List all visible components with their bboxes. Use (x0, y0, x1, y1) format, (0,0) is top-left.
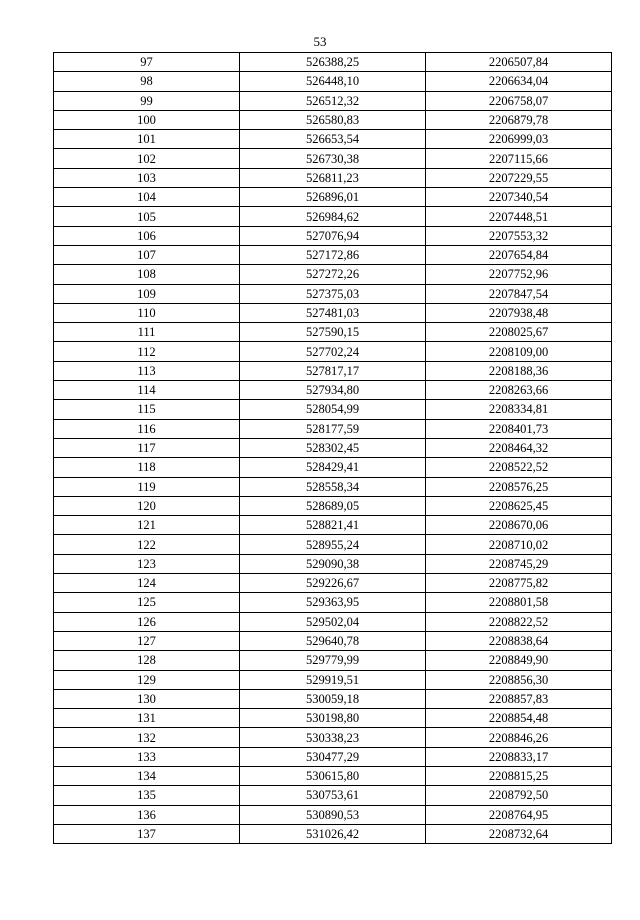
point-number-cell: 131 (54, 709, 240, 728)
point-number-cell: 113 (54, 361, 240, 380)
table-row (54, 535, 612, 554)
x-coordinate-cell: 530753,61 (240, 786, 426, 805)
point-number-cell: 119 (54, 477, 240, 496)
x-coordinate-cell: 529779,99 (240, 651, 426, 670)
x-coordinate-cell: 527272,26 (240, 265, 426, 284)
x-coordinate-cell: 528689,05 (240, 496, 426, 515)
y-coordinate-cell: 2208188,36 (426, 361, 612, 380)
point-number-cell: 109 (54, 284, 240, 303)
table-row (54, 91, 612, 110)
x-coordinate-cell: 530890,53 (240, 805, 426, 824)
y-coordinate-cell: 2207229,55 (426, 168, 612, 187)
x-coordinate-cell: 528054,99 (240, 400, 426, 419)
y-coordinate-cell: 2208846,26 (426, 728, 612, 747)
table-row (54, 477, 612, 496)
point-number-cell: 118 (54, 458, 240, 477)
x-coordinate-cell: 527817,17 (240, 361, 426, 380)
y-coordinate-cell: 2206758,07 (426, 91, 612, 110)
x-coordinate-cell: 526512,32 (240, 91, 426, 110)
y-coordinate-cell: 2208857,83 (426, 689, 612, 708)
table-row (54, 516, 612, 535)
x-coordinate-cell: 526653,54 (240, 130, 426, 149)
x-coordinate-cell: 528177,59 (240, 419, 426, 438)
table-row (54, 805, 612, 824)
y-coordinate-cell: 2208025,67 (426, 323, 612, 342)
y-coordinate-cell: 2208764,95 (426, 805, 612, 824)
y-coordinate-cell: 2208838,64 (426, 631, 612, 650)
x-coordinate-cell: 530477,29 (240, 747, 426, 766)
point-number-cell: 127 (54, 631, 240, 650)
y-coordinate-cell: 2208854,48 (426, 709, 612, 728)
table-row (54, 438, 612, 457)
point-number-cell: 106 (54, 226, 240, 245)
page-number: 53 (313, 34, 327, 49)
x-coordinate-cell: 528955,24 (240, 535, 426, 554)
table-row (54, 265, 612, 284)
y-coordinate-cell: 2207938,48 (426, 303, 612, 322)
y-coordinate-cell: 2207115,66 (426, 149, 612, 168)
coordinates-table (53, 52, 612, 844)
table-row (54, 110, 612, 129)
y-coordinate-cell: 2206634,04 (426, 72, 612, 91)
y-coordinate-cell: 2208522,52 (426, 458, 612, 477)
x-coordinate-cell: 526580,83 (240, 110, 426, 129)
y-coordinate-cell: 2208401,73 (426, 419, 612, 438)
y-coordinate-cell: 2207752,96 (426, 265, 612, 284)
y-coordinate-cell: 2208464,32 (426, 438, 612, 457)
table-row (54, 728, 612, 747)
x-coordinate-cell: 526896,01 (240, 188, 426, 207)
x-coordinate-cell: 527076,94 (240, 226, 426, 245)
point-number-cell: 98 (54, 72, 240, 91)
point-number-cell: 122 (54, 535, 240, 554)
point-number-cell: 132 (54, 728, 240, 747)
table-row (54, 709, 612, 728)
x-coordinate-cell: 530338,23 (240, 728, 426, 747)
y-coordinate-cell: 2206999,03 (426, 130, 612, 149)
x-coordinate-cell: 530615,80 (240, 766, 426, 785)
point-number-cell: 100 (54, 110, 240, 129)
x-coordinate-cell: 526448,10 (240, 72, 426, 91)
x-coordinate-cell: 529363,95 (240, 593, 426, 612)
table-row (54, 574, 612, 593)
y-coordinate-cell: 2207847,54 (426, 284, 612, 303)
point-number-cell: 134 (54, 766, 240, 785)
point-number-cell: 129 (54, 670, 240, 689)
x-coordinate-cell: 530059,18 (240, 689, 426, 708)
x-coordinate-cell: 527375,03 (240, 284, 426, 303)
table-row (54, 612, 612, 631)
table-row (54, 747, 612, 766)
x-coordinate-cell: 527590,15 (240, 323, 426, 342)
point-number-cell: 97 (54, 53, 240, 72)
x-coordinate-cell: 529502,04 (240, 612, 426, 631)
y-coordinate-cell: 2208745,29 (426, 554, 612, 573)
y-coordinate-cell: 2208792,50 (426, 786, 612, 805)
x-coordinate-cell: 528821,41 (240, 516, 426, 535)
point-number-cell: 108 (54, 265, 240, 284)
table-row (54, 419, 612, 438)
y-coordinate-cell: 2208775,82 (426, 574, 612, 593)
y-coordinate-cell: 2206507,84 (426, 53, 612, 72)
y-coordinate-cell: 2208576,25 (426, 477, 612, 496)
point-number-cell: 128 (54, 651, 240, 670)
y-coordinate-cell: 2208849,90 (426, 651, 612, 670)
y-coordinate-cell: 2208732,64 (426, 824, 612, 843)
point-number-cell: 111 (54, 323, 240, 342)
x-coordinate-cell: 530198,80 (240, 709, 426, 728)
point-number-cell: 114 (54, 381, 240, 400)
point-number-cell: 107 (54, 245, 240, 264)
x-coordinate-cell: 529226,67 (240, 574, 426, 593)
x-coordinate-cell: 527172,86 (240, 245, 426, 264)
x-coordinate-cell: 527934,80 (240, 381, 426, 400)
table-row (54, 226, 612, 245)
table-row (54, 381, 612, 400)
point-number-cell: 103 (54, 168, 240, 187)
x-coordinate-cell: 527481,03 (240, 303, 426, 322)
point-number-cell: 104 (54, 188, 240, 207)
y-coordinate-cell: 2208822,52 (426, 612, 612, 631)
table-row (54, 342, 612, 361)
table-row (54, 824, 612, 843)
table-row (54, 651, 612, 670)
point-number-cell: 137 (54, 824, 240, 843)
point-number-cell: 101 (54, 130, 240, 149)
table-row (54, 245, 612, 264)
point-number-cell: 112 (54, 342, 240, 361)
y-coordinate-cell: 2208334,81 (426, 400, 612, 419)
y-coordinate-cell: 2208833,17 (426, 747, 612, 766)
table-row (54, 689, 612, 708)
x-coordinate-cell: 526984,62 (240, 207, 426, 226)
table-row (54, 458, 612, 477)
point-number-cell: 121 (54, 516, 240, 535)
x-coordinate-cell: 526730,38 (240, 149, 426, 168)
table-body (54, 53, 612, 844)
x-coordinate-cell: 529640,78 (240, 631, 426, 650)
point-number-cell: 115 (54, 400, 240, 419)
x-coordinate-cell: 528302,45 (240, 438, 426, 457)
point-number-cell: 135 (54, 786, 240, 805)
point-number-cell: 116 (54, 419, 240, 438)
table-row (54, 323, 612, 342)
y-coordinate-cell: 2208625,45 (426, 496, 612, 515)
table-row (54, 496, 612, 515)
table-row (54, 188, 612, 207)
table-row (54, 207, 612, 226)
point-number-cell: 133 (54, 747, 240, 766)
table-row (54, 670, 612, 689)
point-number-cell: 120 (54, 496, 240, 515)
point-number-cell: 130 (54, 689, 240, 708)
y-coordinate-cell: 2207448,51 (426, 207, 612, 226)
table-row (54, 766, 612, 785)
x-coordinate-cell: 529919,51 (240, 670, 426, 689)
point-number-cell: 117 (54, 438, 240, 457)
x-coordinate-cell: 531026,42 (240, 824, 426, 843)
y-coordinate-cell: 2207553,32 (426, 226, 612, 245)
y-coordinate-cell: 2207654,84 (426, 245, 612, 264)
x-coordinate-cell: 528429,41 (240, 458, 426, 477)
y-coordinate-cell: 2208109,00 (426, 342, 612, 361)
x-coordinate-cell: 527702,24 (240, 342, 426, 361)
table-row (54, 631, 612, 650)
table-row (54, 786, 612, 805)
point-number-cell: 123 (54, 554, 240, 573)
table-row (54, 593, 612, 612)
table-row (54, 72, 612, 91)
y-coordinate-cell: 2208801,58 (426, 593, 612, 612)
x-coordinate-cell: 529090,38 (240, 554, 426, 573)
y-coordinate-cell: 2208670,06 (426, 516, 612, 535)
table-row (54, 168, 612, 187)
x-coordinate-cell: 526388,25 (240, 53, 426, 72)
table-row (54, 284, 612, 303)
point-number-cell: 136 (54, 805, 240, 824)
x-coordinate-cell: 528558,34 (240, 477, 426, 496)
table-row (54, 400, 612, 419)
table-row (54, 361, 612, 380)
y-coordinate-cell: 2208263,66 (426, 381, 612, 400)
table-row (54, 149, 612, 168)
y-coordinate-cell: 2208815,25 (426, 766, 612, 785)
point-number-cell: 126 (54, 612, 240, 631)
point-number-cell: 110 (54, 303, 240, 322)
point-number-cell: 124 (54, 574, 240, 593)
y-coordinate-cell: 2206879,78 (426, 110, 612, 129)
point-number-cell: 125 (54, 593, 240, 612)
x-coordinate-cell: 526811,23 (240, 168, 426, 187)
table-row (54, 554, 612, 573)
y-coordinate-cell: 2208710,02 (426, 535, 612, 554)
y-coordinate-cell: 2208856,30 (426, 670, 612, 689)
table-row (54, 130, 612, 149)
y-coordinate-cell: 2207340,54 (426, 188, 612, 207)
table-row (54, 303, 612, 322)
point-number-cell: 105 (54, 207, 240, 226)
point-number-cell: 99 (54, 91, 240, 110)
point-number-cell: 102 (54, 149, 240, 168)
table-row (54, 53, 612, 72)
